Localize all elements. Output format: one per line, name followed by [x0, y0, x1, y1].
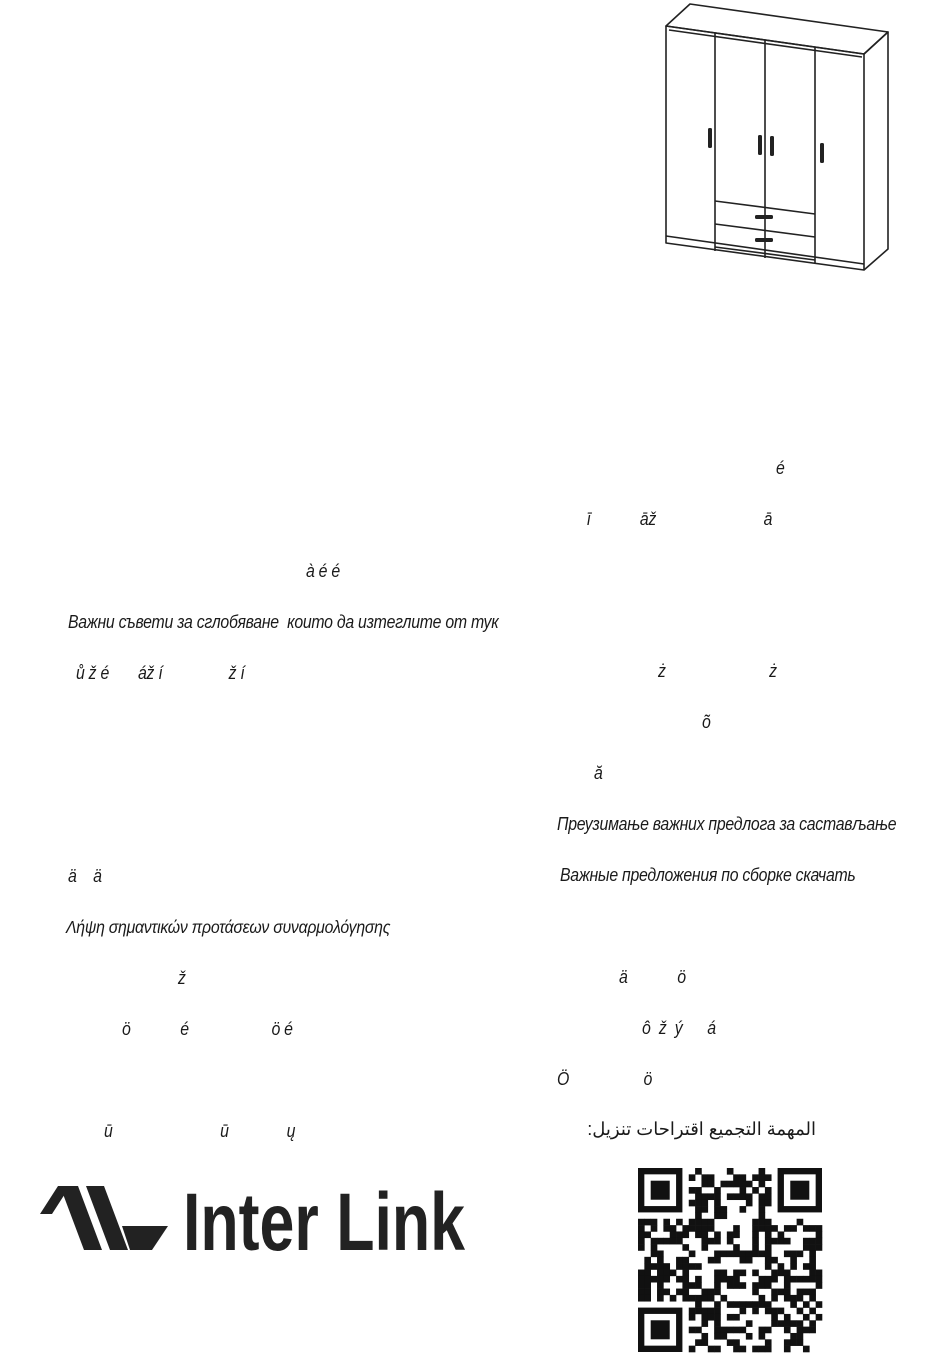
text-line-lt: ū ū ų [104, 1121, 296, 1141]
text-line-lv: ī āž ā [587, 509, 773, 529]
qr-code-icon [638, 1168, 822, 1352]
text-line-sr: Преузимање важних предлога за састављање [557, 814, 897, 834]
text-line-pt: õ [702, 712, 711, 732]
text-line-es: é [776, 458, 785, 478]
text-line-cs: ů ž é áž í ž í [76, 663, 245, 683]
wardrobe-illustration [662, 0, 894, 276]
text-line-de: ä ä [68, 866, 102, 886]
text-line-ar: المهمة التجميع اقتراحات تنزيل: [587, 1119, 816, 1139]
text-line-pl: ż ż [658, 661, 777, 681]
text-line-bg: Важни съвети за сглобяване които да изтеглите от тук [68, 612, 499, 632]
text-line-fr: à é é [306, 561, 340, 581]
text-line-ro: ă [594, 763, 603, 783]
logo-text: Inter Link [183, 1177, 466, 1268]
text-line-el: Λήψη σημαντικών προτάσεων συναρμολόγησης [66, 917, 391, 937]
text-line-sv: Ö ö [557, 1069, 653, 1089]
text-line-hr: ž [178, 968, 186, 988]
interlink-logo [40, 1177, 470, 1268]
interlink-logo-icon [40, 1186, 168, 1250]
text-line-sk: ô ž ý á [642, 1018, 716, 1038]
text-line-ru: Важные предложения по сборке скачать [560, 865, 856, 885]
text-line-fi: ä ö [619, 967, 686, 987]
text-line-hu: ö é ö é [122, 1019, 293, 1039]
